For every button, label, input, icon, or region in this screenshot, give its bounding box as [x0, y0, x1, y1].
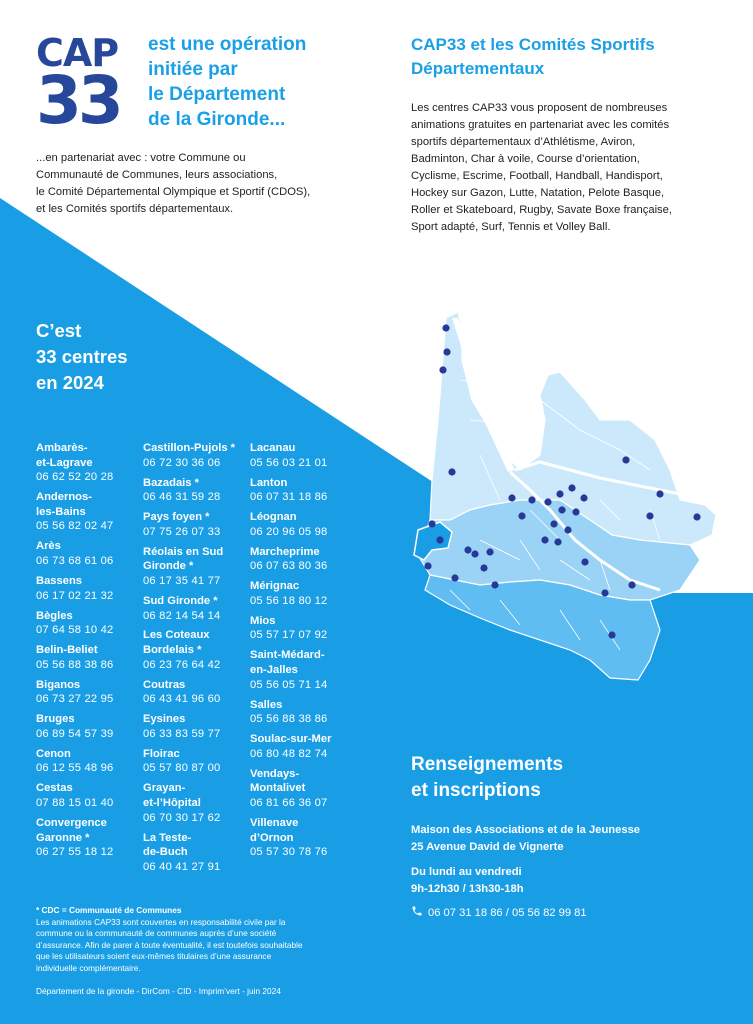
centres-column-3 — [250, 441, 360, 865]
centre-name: Sud Gironde * — [143, 594, 218, 607]
centre-marker — [508, 494, 515, 501]
tagline-line: est une opération — [148, 34, 307, 55]
centre-marker — [558, 506, 565, 513]
centre-marker — [442, 324, 449, 331]
centre-name: Bruges — [36, 713, 75, 726]
hours-line: Du lundi au vendredi — [411, 866, 522, 878]
centre-phone[interactable]: 06 73 68 61 06 — [36, 554, 114, 567]
centre-name: les-Bains — [36, 505, 86, 518]
comites-title-line: Départementaux — [411, 59, 545, 78]
centre-marker — [436, 536, 443, 543]
centre-phone[interactable]: 06 89 54 57 39 — [36, 727, 114, 740]
centre-entry — [36, 712, 146, 741]
centre-entry — [250, 510, 360, 539]
centre-marker — [443, 348, 450, 355]
comites-line: Cyclisme, Escrime, Football, Handball, Handisport, — [411, 170, 663, 182]
centres-title-line: 33 centres — [36, 346, 128, 367]
centre-marker — [464, 546, 471, 553]
centre-entry — [143, 441, 253, 470]
centre-marker — [572, 508, 579, 515]
comites-line: Badminton, Char à voile, Course d’orientation, — [411, 153, 640, 165]
centre-name: Grayan- — [143, 782, 186, 795]
address-line: Maison des Associations et de la Jeunesse — [411, 824, 641, 836]
centre-phone[interactable]: 07 88 15 01 40 — [36, 796, 114, 809]
phone-numbers[interactable]: 06 07 31 18 86 / 05 56 82 99 81 — [428, 906, 587, 919]
centre-name: Garonne * — [36, 831, 90, 844]
address — [411, 822, 640, 856]
centre-name: Gironde * — [143, 560, 194, 573]
centre-name: Castillon-Pujols * — [143, 442, 235, 454]
footnote — [36, 905, 356, 975]
opening-hours — [411, 864, 524, 898]
centre-marker — [486, 548, 493, 555]
tagline — [148, 32, 378, 132]
centre-name: Cenon — [36, 747, 71, 760]
centre-entry — [36, 539, 146, 568]
centre-name: Biganos — [36, 678, 81, 691]
centre-marker — [541, 536, 548, 543]
centre-name: Andernos- — [36, 491, 92, 504]
centres-title-line: en 2024 — [36, 372, 104, 393]
centre-marker — [568, 484, 575, 491]
centre-marker — [554, 538, 561, 545]
centre-phone[interactable]: 06 17 35 41 77 — [143, 574, 221, 587]
centres-title — [36, 318, 128, 396]
comites-title — [411, 33, 655, 81]
centre-phone[interactable]: 05 56 18 80 12 — [250, 594, 328, 607]
centre-entry — [143, 747, 253, 776]
centre-name: La Teste- — [143, 831, 192, 844]
centre-entry — [250, 614, 360, 643]
centre-entry — [250, 545, 360, 574]
centre-phone[interactable]: 06 81 66 36 07 — [250, 796, 328, 809]
centre-phone[interactable]: 06 73 27 22 95 — [36, 693, 114, 706]
logo-cap: CAP — [36, 31, 119, 75]
centre-name: et-Lagrave — [36, 456, 93, 469]
renseignements-title — [411, 752, 563, 804]
comites-title-line: CAP33 et les Comités Sportifs — [411, 35, 655, 54]
centre-marker — [608, 631, 615, 638]
centre-name: Soulac-sur-Mer — [250, 733, 332, 746]
centre-phone[interactable]: 06 82 14 54 14 — [143, 609, 221, 622]
centre-name: en-Jalles — [250, 664, 298, 677]
centre-entry — [250, 698, 360, 727]
centre-entry — [36, 747, 146, 776]
centre-name: Lacanau — [250, 442, 296, 454]
partners-text — [36, 150, 356, 218]
logo-33: 33 — [36, 62, 120, 139]
centre-marker — [693, 513, 700, 520]
centre-name: Bazadais * — [143, 476, 199, 489]
address-line: 25 Avenue David de Vignerte — [411, 841, 564, 853]
footnote-line: individuelle complémentaire. — [36, 962, 141, 973]
centre-entry — [36, 574, 146, 603]
footnote-line: d’assurance. Afin de parer à toute éventualité, il est toutefois souhaitable — [36, 939, 303, 950]
comites-line: animations gratuites en partenariat avec les comités — [411, 119, 670, 131]
phone-icon — [411, 905, 423, 920]
centre-name: Bègles — [36, 609, 73, 622]
centre-phone[interactable]: 06 12 55 48 96 — [36, 762, 114, 775]
centre-marker — [518, 512, 525, 519]
centre-name: Eysines — [143, 713, 186, 726]
centre-name: Mios — [250, 614, 276, 627]
footnote-line: commune ou la communauté de communes auprès d’une société — [36, 928, 277, 939]
comites-line: Hockey sur Gazon, Lutte, Natation, Pelote Basque, — [411, 187, 665, 199]
renseignements-title-line: et inscriptions — [411, 780, 541, 801]
centre-marker — [564, 526, 571, 533]
centre-name: Mérignac — [250, 580, 300, 593]
centre-name: Belin-Beliet — [36, 644, 98, 657]
footnote-line: que les utilisateurs soient eux-mêmes titulaires d’une assurance — [36, 951, 272, 962]
centre-phone[interactable]: 05 56 82 02 47 — [36, 520, 114, 533]
centre-entry — [36, 678, 146, 707]
centre-name: d’Ornon — [250, 831, 294, 844]
centre-marker — [656, 490, 663, 497]
centre-name: Ambarès- — [36, 442, 88, 454]
centre-phone[interactable]: 06 20 96 05 98 — [250, 525, 328, 538]
centre-entry — [143, 510, 253, 539]
centre-entry — [36, 609, 146, 638]
renseignements-title-line: Renseignements — [411, 754, 564, 775]
centres-column-2 — [143, 441, 253, 880]
centre-phone[interactable]: 06 27 55 18 12 — [36, 846, 114, 859]
comites-line: sportifs départementaux d’Athlétisme, Aviron, — [411, 136, 636, 148]
centre-phone[interactable]: 05 56 88 38 86 — [36, 658, 114, 671]
centre-phone[interactable]: 05 56 05 71 14 — [250, 678, 328, 691]
centre-name: Les Coteaux — [143, 629, 210, 642]
centre-phone[interactable]: 06 80 48 82 74 — [250, 747, 328, 760]
tagline-line: le Département — [148, 84, 286, 105]
comites-body — [411, 100, 731, 236]
centre-name: Pays foyen * — [143, 511, 210, 524]
centre-name: Léognan — [250, 511, 297, 524]
comites-line: Les centres CAP33 vous proposent de nombreuses — [411, 102, 668, 114]
centre-name: Floirac — [143, 747, 180, 760]
centre-marker — [622, 456, 629, 463]
tagline-line: initiée par — [148, 59, 238, 80]
partners-line: Communauté de Communes, leurs associations, — [36, 169, 278, 181]
centre-phone[interactable]: 06 23 76 64 42 — [143, 658, 221, 671]
centre-marker — [424, 562, 431, 569]
centre-name: Marcheprime — [250, 545, 320, 558]
centre-phone[interactable]: 05 56 88 38 86 — [250, 713, 328, 726]
footnote-title: * CDC = Communauté de Communes — [36, 905, 182, 915]
centre-entry — [143, 781, 253, 825]
centre-marker — [550, 520, 557, 527]
centre-entry — [250, 579, 360, 608]
centre-phone[interactable]: 05 56 03 21 01 — [250, 456, 328, 469]
centre-marker — [491, 581, 498, 588]
partners-line: et les Comités sportifs départementaux. — [36, 203, 234, 215]
centre-name: Saint-Médard- — [250, 649, 325, 662]
centre-phone[interactable]: 06 07 63 80 36 — [250, 560, 328, 573]
credits: Département de la gironde - DirCom - CID - Imprim’vert - juin 2024 — [36, 986, 281, 996]
centre-entry — [36, 643, 146, 672]
centre-entry — [36, 781, 146, 810]
centre-phone[interactable]: 06 07 31 18 86 — [250, 491, 328, 504]
centre-marker — [448, 468, 455, 475]
centre-entry — [36, 490, 146, 534]
centre-name: Lanton — [250, 476, 288, 489]
centre-entry — [143, 678, 253, 707]
centre-phone[interactable]: 06 33 83 59 77 — [143, 727, 221, 740]
centre-entry — [143, 628, 253, 672]
centre-phone[interactable]: 06 43 41 96 60 — [143, 693, 221, 706]
centre-marker — [428, 520, 435, 527]
centre-marker — [451, 574, 458, 581]
centre-name: et-l’Hôpital — [143, 796, 201, 809]
centre-entry — [250, 732, 360, 761]
centre-marker — [439, 366, 446, 373]
centre-phone[interactable]: 06 72 30 36 06 — [143, 456, 221, 469]
centre-marker — [580, 494, 587, 501]
centre-name: Bordelais * — [143, 644, 202, 657]
centre-phone[interactable]: 07 64 58 10 42 — [36, 624, 114, 637]
centre-phone[interactable]: 05 57 80 87 00 — [143, 762, 221, 775]
hours-line: 9h-12h30 / 13h30-18h — [411, 883, 524, 895]
centre-marker — [628, 581, 635, 588]
centre-entry — [143, 594, 253, 623]
centre-phone[interactable]: 06 70 30 17 62 — [143, 811, 221, 824]
centres-column-1 — [36, 441, 146, 865]
centre-marker — [601, 589, 608, 596]
centre-phone[interactable]: 06 46 31 59 28 — [143, 491, 221, 504]
centre-name: Montalivet — [250, 782, 306, 795]
centre-entry — [143, 545, 253, 589]
centre-marker — [471, 550, 478, 557]
centre-name: Coutras — [143, 678, 186, 691]
centre-phone[interactable]: 06 17 02 21 32 — [36, 589, 114, 602]
centre-name: Villenave — [250, 816, 299, 829]
centre-entry — [36, 441, 146, 485]
centre-entry — [143, 712, 253, 741]
centre-phone[interactable]: 05 57 17 07 92 — [250, 629, 328, 642]
centres-title-line: C’est — [36, 320, 82, 341]
contact-phones — [411, 905, 587, 920]
centre-phone[interactable]: 07 75 26 07 33 — [143, 525, 221, 538]
centre-entry — [250, 476, 360, 505]
centre-name: Arès — [36, 540, 61, 553]
centre-name: Vendays- — [250, 767, 300, 780]
centre-entry — [36, 816, 146, 860]
centre-phone[interactable]: 06 40 41 27 91 — [143, 860, 221, 873]
centre-marker — [556, 490, 563, 497]
comites-line: Roller et Skateboard, Rugby, Savate Boxe française, — [411, 204, 672, 216]
centre-name: Réolais en Sud — [143, 545, 224, 558]
centre-marker — [581, 558, 588, 565]
cap33-logo — [36, 31, 120, 139]
centre-phone[interactable]: 06 62 52 20 28 — [36, 471, 114, 484]
centre-name: Convergence — [36, 816, 107, 829]
centre-entry — [143, 831, 253, 875]
centre-name: Bassens — [36, 574, 83, 587]
centre-name: Cestas — [36, 782, 73, 795]
comites-line: Sport adapté, Surf, Tennis et Volley Ball. — [411, 221, 611, 233]
centre-name: de-Buch — [143, 846, 188, 859]
partners-line: le Comité Départemental Olympique et Sportif (CDOS), — [36, 186, 311, 198]
centre-phone[interactable]: 05 57 30 78 76 — [250, 846, 328, 859]
footnote-line: Les animations CAP33 sont couvertes en responsabilité civile par la — [36, 916, 286, 927]
centre-marker — [544, 498, 551, 505]
centre-entry — [250, 767, 360, 811]
centre-marker — [528, 496, 535, 503]
centre-entry — [250, 648, 360, 692]
centre-entry — [250, 441, 360, 470]
centre-marker — [480, 564, 487, 571]
centre-entry — [250, 816, 360, 860]
centre-marker — [646, 512, 653, 519]
tagline-line: de la Gironde... — [148, 109, 286, 130]
centre-name: Salles — [250, 698, 283, 711]
partners-line: ...en partenariat avec : votre Commune ou — [36, 152, 246, 164]
centre-entry — [143, 476, 253, 505]
